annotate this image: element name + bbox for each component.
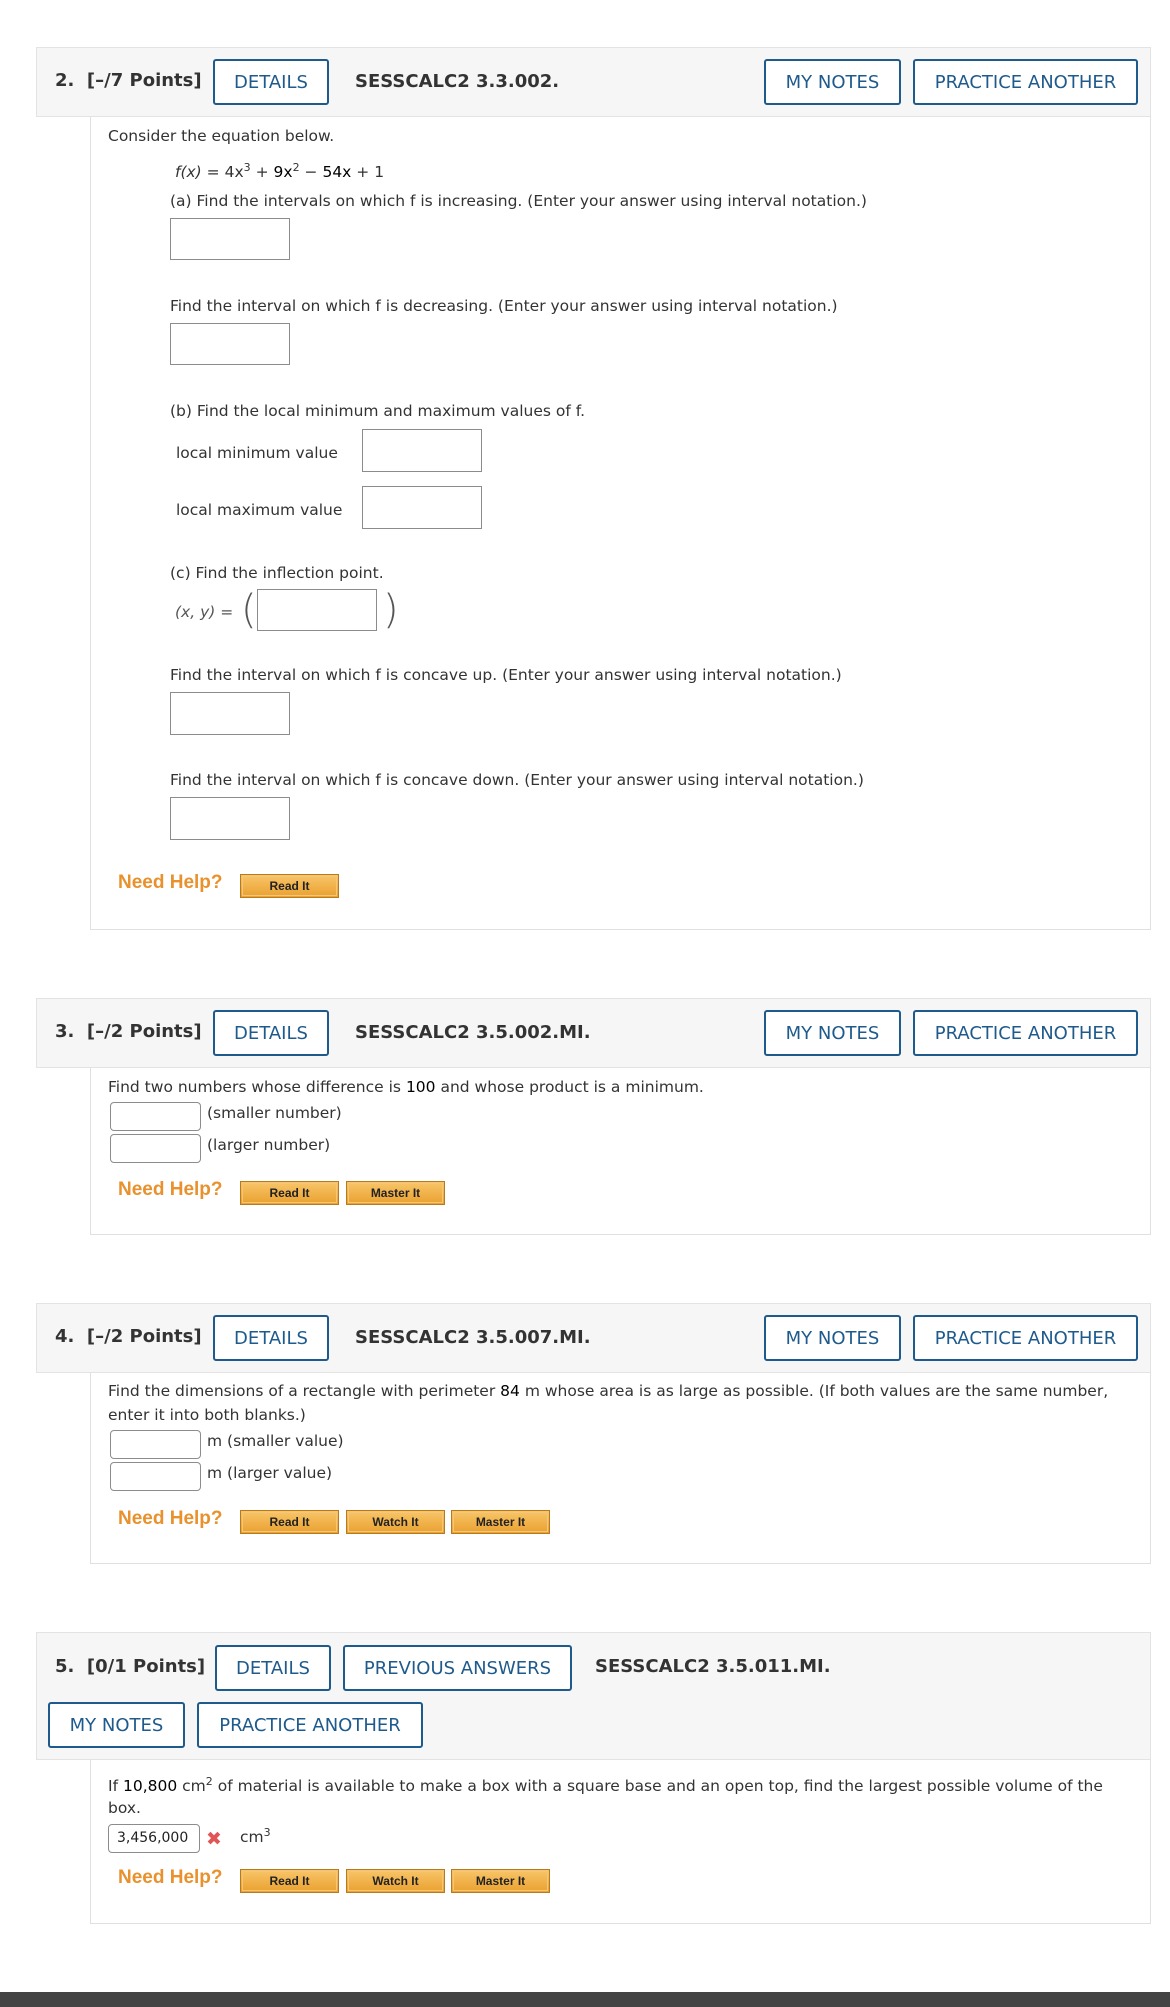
practice-another-button[interactable]: PRACTICE ANOTHER [913,1315,1138,1361]
previous-answers-button[interactable]: PREVIOUS ANSWERS [343,1645,572,1691]
details-button[interactable]: DETAILS [213,59,329,105]
details-button[interactable]: DETAILS [213,1315,329,1361]
question-5-header [36,1632,1151,1760]
local-min-label: local minimum value [176,444,338,462]
question-2-body [90,117,1151,930]
larger-value-input[interactable] [110,1462,201,1491]
prompt-text-line-2: enter it into both blanks.) [108,1406,306,1424]
xy-label: (x, y) = [175,603,234,621]
master-it-button[interactable]: Master It [451,1510,550,1534]
larger-number-label: (larger number) [207,1136,331,1154]
question-3-header [36,998,1151,1068]
smaller-number-label: (smaller number) [207,1104,342,1122]
decreasing-label: Find the interval on which f is decreasing. (Enter your answer using interval notation.) [170,297,838,315]
equation: $f(x) = 4x^3 + 9x^2 - 54x + 1$ [175,161,385,182]
watch-it-button[interactable]: Watch It [346,1510,445,1534]
points-label: [–/2 Points] [86,1326,202,1347]
points-label: [0/1 Points] [86,1656,206,1677]
concave-up-input[interactable] [170,692,290,735]
practice-another-button[interactable]: PRACTICE ANOTHER [197,1702,423,1748]
question-3-body [90,1068,1151,1235]
question-2-header [36,47,1151,117]
local-max-label: local maximum value [176,501,343,519]
need-help-label: Need Help? [118,1867,223,1888]
question-number: 4. [–/2 Points] [55,1326,202,1347]
read-it-button[interactable]: Read It [240,874,339,898]
practice-another-button[interactable]: PRACTICE ANOTHER [913,1010,1138,1056]
question-number: 3. [–/2 Points] [55,1021,202,1042]
decreasing-interval-input[interactable] [170,323,290,365]
prompt-text: If 10,800 $cm^2$ of material is available to make a box with a square base and an open top, find the largest possible volume of the [108,1775,1103,1796]
prompt-text: Find the dimensions of a rectangle with perimeter 84 m whose area is as large as possible. (If both values are the same number, [108,1382,1109,1400]
part-c-label: (c) Find the inflection point. [170,564,384,582]
part-b-label: (b) Find the local minimum and maximum values of f. [170,402,586,420]
problem-code: SESSCALC2 3.5.007.MI. [355,1327,591,1348]
read-it-button[interactable]: Read It [240,1181,339,1205]
details-button[interactable]: DETAILS [215,1645,331,1691]
question-4-header [36,1303,1151,1373]
need-help-label: Need Help? [118,872,223,893]
incorrect-icon: ✖ [206,1828,222,1850]
my-notes-button[interactable]: MY NOTES [764,1315,901,1361]
increasing-interval-input[interactable] [170,218,290,260]
problem-code: SESSCALC2 3.5.002.MI. [355,1022,591,1043]
practice-another-button[interactable]: PRACTICE ANOTHER [913,59,1138,105]
concave-down-label: Find the interval on which f is concave down. (Enter your answer using interval notation.) [170,771,864,789]
details-button[interactable]: DETAILS [213,1010,329,1056]
inflection-point-input[interactable] [257,589,377,631]
question-5-body [90,1760,1151,1924]
problem-code: SESSCALC2 3.5.011.MI. [595,1656,831,1677]
open-paren: ( [241,587,257,633]
part-a-label: (a) Find the intervals on which f is increasing. (Enter your answer using interval notation.) [170,192,867,210]
answer-value: 3,456,000 [117,1830,189,1846]
local-min-input[interactable] [362,429,482,472]
master-it-button[interactable]: Master It [451,1869,550,1893]
prompt-text: Find two numbers whose difference is 100 and whose product is a minimum. [108,1078,704,1096]
my-notes-button[interactable]: MY NOTES [764,59,901,105]
smaller-value-label: m (smaller value) [207,1432,344,1450]
concave-up-label: Find the interval on which f is concave up. (Enter your answer using interval notation.) [170,666,842,684]
master-it-button[interactable]: Master It [346,1181,445,1205]
question-number: 2. [–/7 Points] [55,70,202,91]
watch-it-button[interactable]: Watch It [346,1869,445,1893]
close-paren: ) [383,587,399,633]
footer-bar [0,1992,1170,2007]
volume-answer-input[interactable] [108,1824,200,1853]
question-4-body [90,1373,1151,1564]
need-help-label: Need Help? [118,1179,223,1200]
problem-code: SESSCALC2 3.3.002. [355,71,560,92]
local-max-input[interactable] [362,486,482,529]
larger-value-label: m (larger value) [207,1464,333,1482]
answer-unit: $cm^3$ [240,1826,271,1847]
smaller-value-input[interactable] [110,1430,201,1459]
my-notes-button[interactable]: MY NOTES [764,1010,901,1056]
points-label: [–/2 Points] [86,1021,202,1042]
points-label: [–/7 Points] [86,70,202,91]
need-help-label: Need Help? [118,1508,223,1529]
read-it-button[interactable]: Read It [240,1869,339,1893]
question-number: 5. [0/1 Points] [55,1656,206,1677]
concave-down-input[interactable] [170,797,290,840]
my-notes-button[interactable]: MY NOTES [48,1702,185,1748]
smaller-number-input[interactable] [110,1102,201,1131]
prompt-text-line-2: box. [108,1799,141,1817]
intro-text: Consider the equation below. [108,127,335,145]
read-it-button[interactable]: Read It [240,1510,339,1534]
larger-number-input[interactable] [110,1134,201,1163]
